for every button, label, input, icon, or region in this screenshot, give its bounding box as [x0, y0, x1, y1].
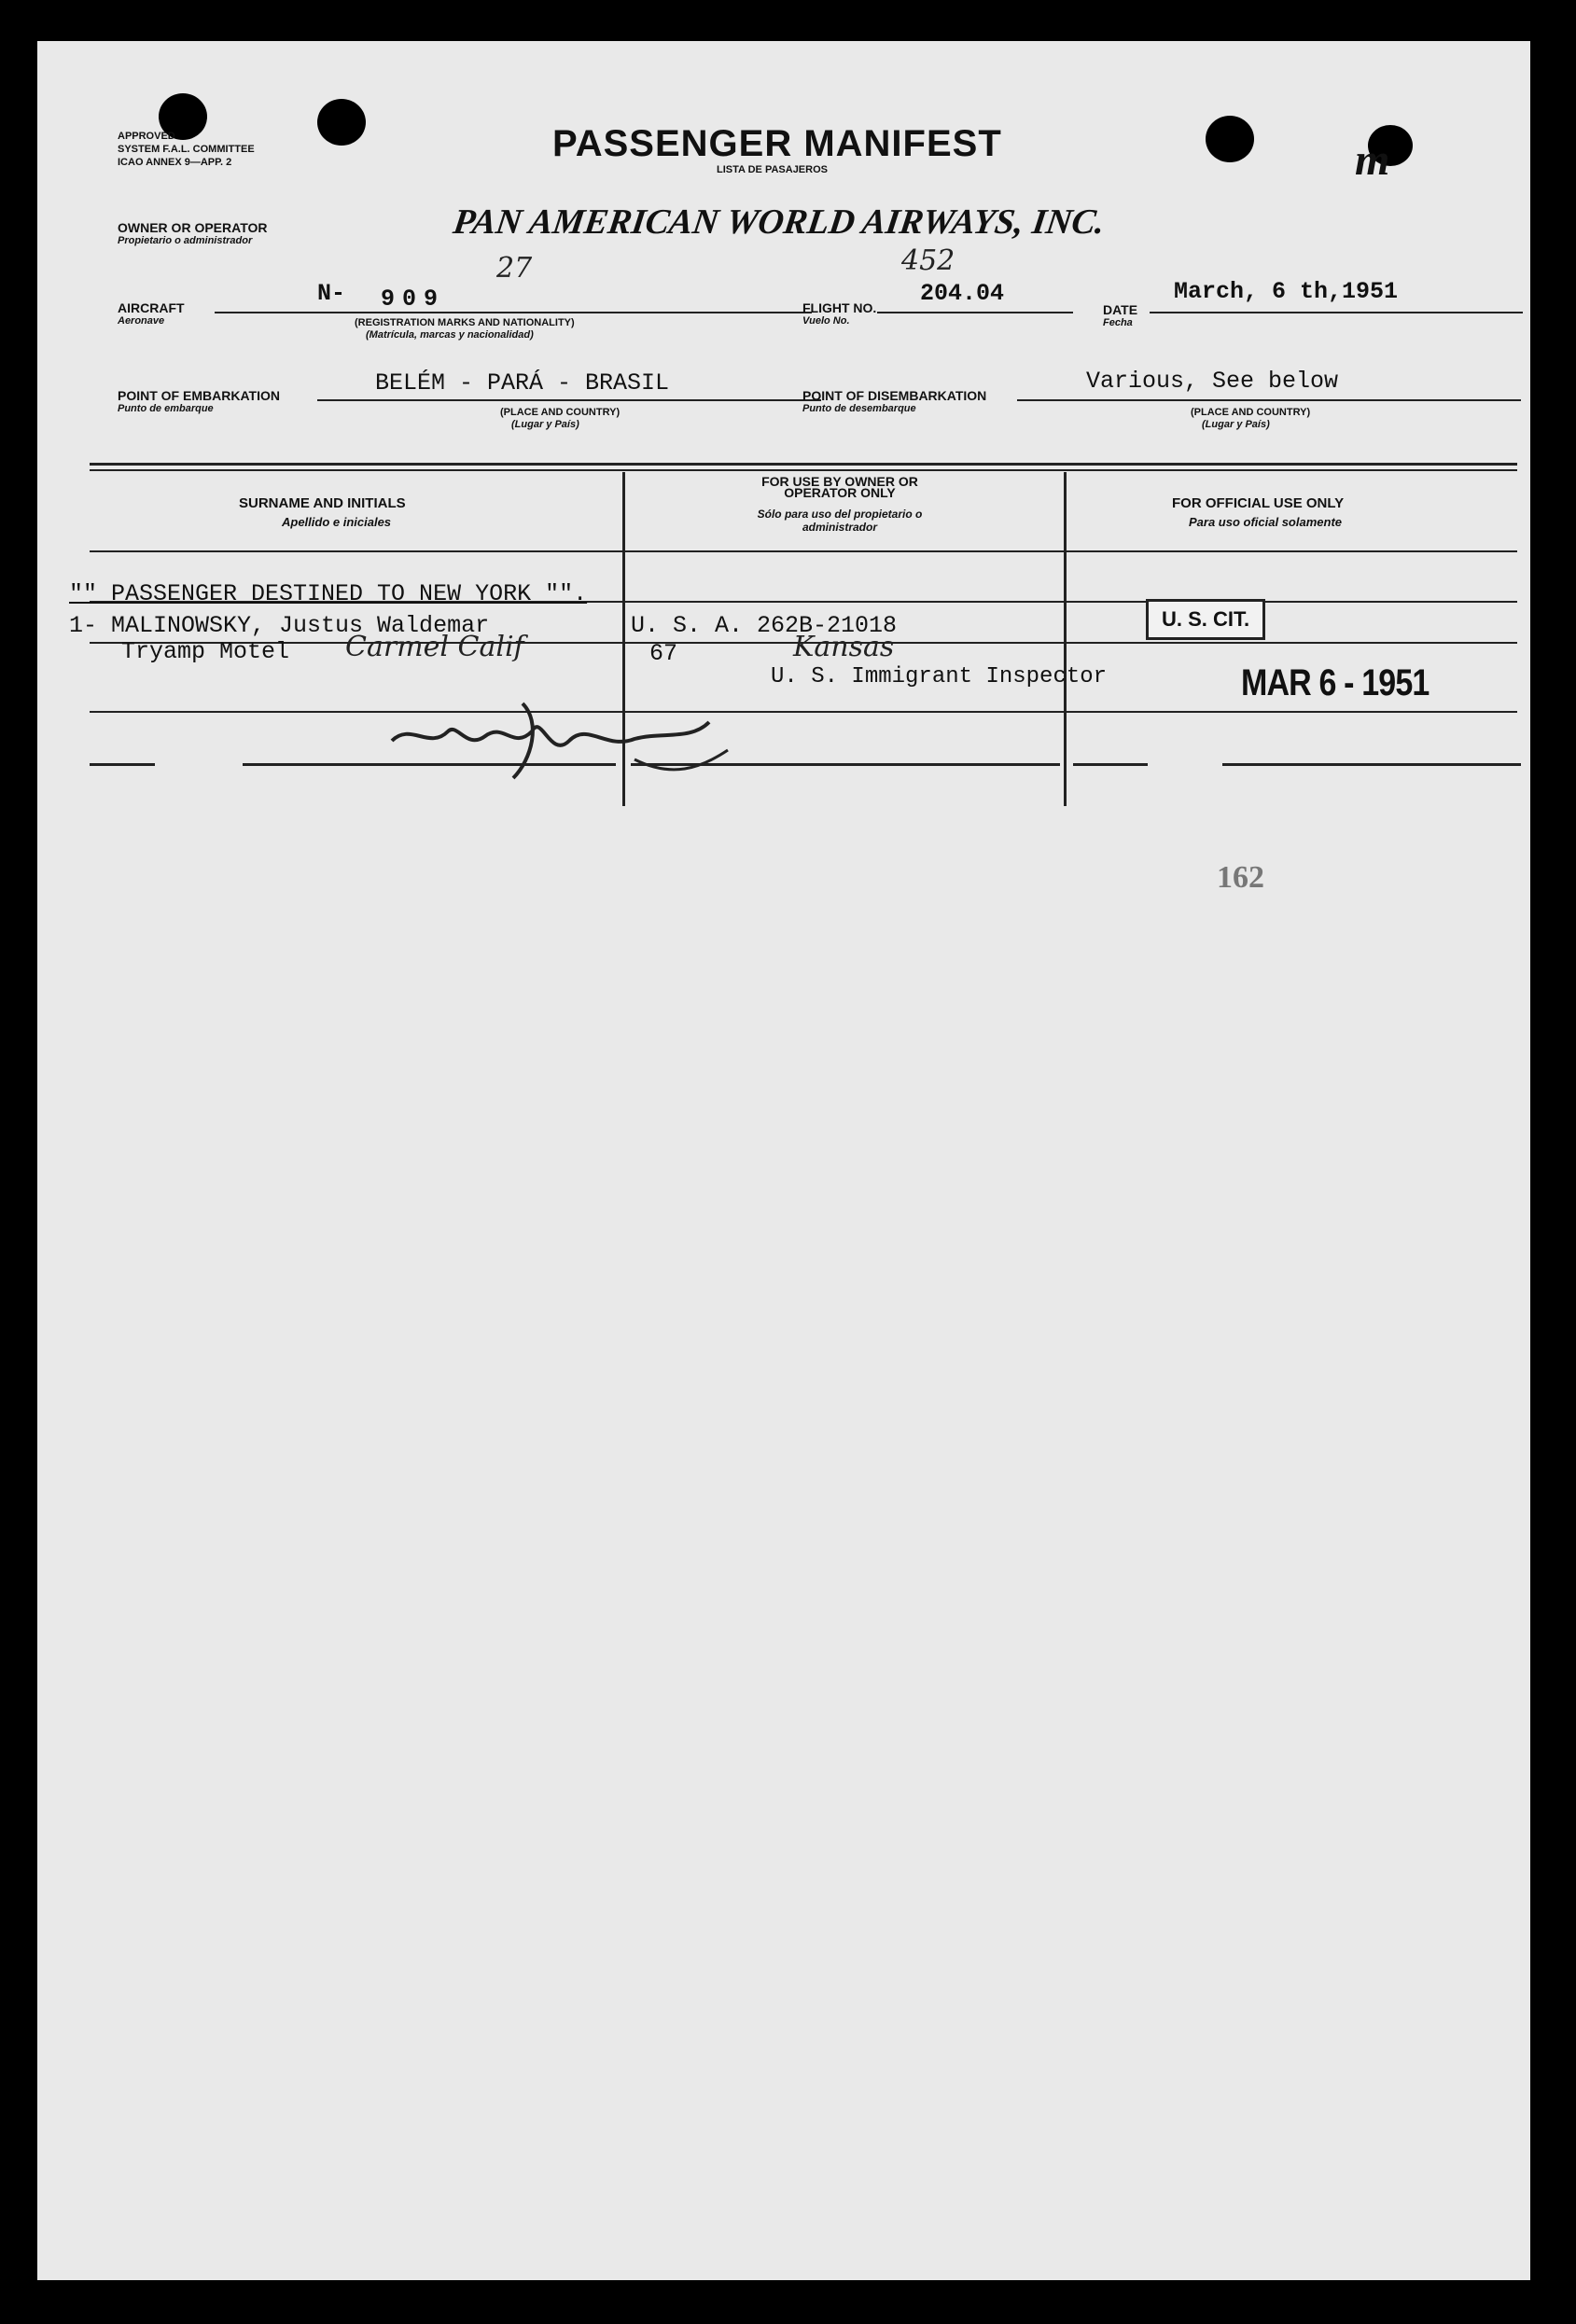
aircraft-reg-handwritten: 27 [496, 252, 533, 285]
punch-hole-2 [317, 99, 366, 146]
inspector-title: U. S. Immigrant Inspector [771, 664, 1108, 689]
flight-value: 204.04 [920, 280, 1005, 307]
aircraft-reg: 909 [381, 285, 446, 313]
passenger-name: 1- MALINOWSKY, Justus Waldemar [69, 612, 490, 639]
column-divider-2 [1064, 472, 1067, 806]
embarkation-label: POINT OF EMBARKATION [118, 388, 280, 403]
passenger-hand-note: Kansas [793, 631, 895, 663]
disembarkation-caption-es: (Lugar y País) [1202, 419, 1270, 430]
approval-line-1: APPROVED [118, 131, 175, 142]
owner-label-es: Propietario o administrador [118, 235, 253, 246]
aircraft-caption: (REGISTRATION MARKS AND NATIONALITY) [355, 317, 575, 328]
date-label-es: Fecha [1103, 317, 1133, 328]
approval-line-3: ICAO ANNEX 9—APP. 2 [118, 157, 232, 168]
column-header-official: FOR OFFICIAL USE ONLY [1172, 495, 1345, 511]
disembarkation-caption: (PLACE AND COUNTRY) [1191, 407, 1311, 418]
embarkation-value: BELÉM - PARÁ - BRASIL [375, 369, 670, 397]
approval-line-2: SYSTEM F.A.L. COMMITTEE [118, 144, 255, 155]
manifest-sheet [37, 41, 1530, 2280]
aircraft-caption-es: (Matrícula, marcas y nacionalidad) [366, 329, 534, 341]
aircraft-label: AIRCRAFT [118, 300, 185, 315]
owner-label: OWNER OR OPERATOR [118, 220, 268, 235]
disembarkation-label-es: Punto de desembarque [802, 403, 916, 414]
column-header-surname: SURNAME AND INITIALS [239, 495, 406, 511]
embarkation-caption-es: (Lugar y País) [511, 419, 579, 430]
passenger-address-typed: Tryamp Motel [121, 638, 290, 665]
column-header-operator: FOR USE BY OWNER OR OPERATOR ONLY [761, 474, 918, 500]
column-header-operator-es: Sólo para uso del propietario o administrador [757, 508, 923, 534]
page-title: PASSENGER MANIFEST [552, 123, 1002, 164]
passenger-age: 67 [649, 640, 678, 667]
flight-value-handwritten: 452 [901, 244, 955, 277]
disembarkation-label: POINT OF DISEMBARKATION [802, 388, 987, 403]
owner-value: PAN AMERICAN WORLD AIRWAYS, INC. [451, 202, 1108, 242]
table-top-rule [90, 463, 1517, 466]
passenger-passport: U. S. A. 262B-21018 [631, 612, 898, 639]
destination-note: "" PASSENGER DESTINED TO NEW YORK "". [69, 580, 588, 607]
date-stamp: MAR 6 - 1951 [1241, 662, 1430, 703]
inspector-signature [355, 685, 746, 797]
page-number: 162 [1217, 860, 1264, 895]
aircraft-prefix: N- [317, 280, 346, 307]
date-value: March, 6 th,1951 [1174, 278, 1399, 305]
citizenship-stamp: U. S. CIT. [1146, 599, 1265, 640]
corner-mark: m [1355, 135, 1390, 185]
embarkation-caption: (PLACE AND COUNTRY) [500, 407, 621, 418]
passenger-address-handwritten: Carmel Calif [345, 631, 524, 663]
punch-hole-3 [1206, 116, 1254, 162]
flight-label: FLIGHT NO. [802, 300, 877, 315]
embarkation-label-es: Punto de embarque [118, 403, 214, 414]
date-label: DATE [1103, 302, 1138, 317]
column-header-official-es: Para uso oficial solamente [1189, 515, 1343, 529]
column-header-surname-es: Apellido e iniciales [282, 515, 392, 529]
flight-label-es: Vuelo No. [802, 315, 850, 327]
aircraft-label-es: Aeronave [118, 315, 165, 327]
page-title-es: LISTA DE PASAJEROS [717, 164, 828, 175]
disembarkation-value: Various, See below [1086, 368, 1339, 395]
